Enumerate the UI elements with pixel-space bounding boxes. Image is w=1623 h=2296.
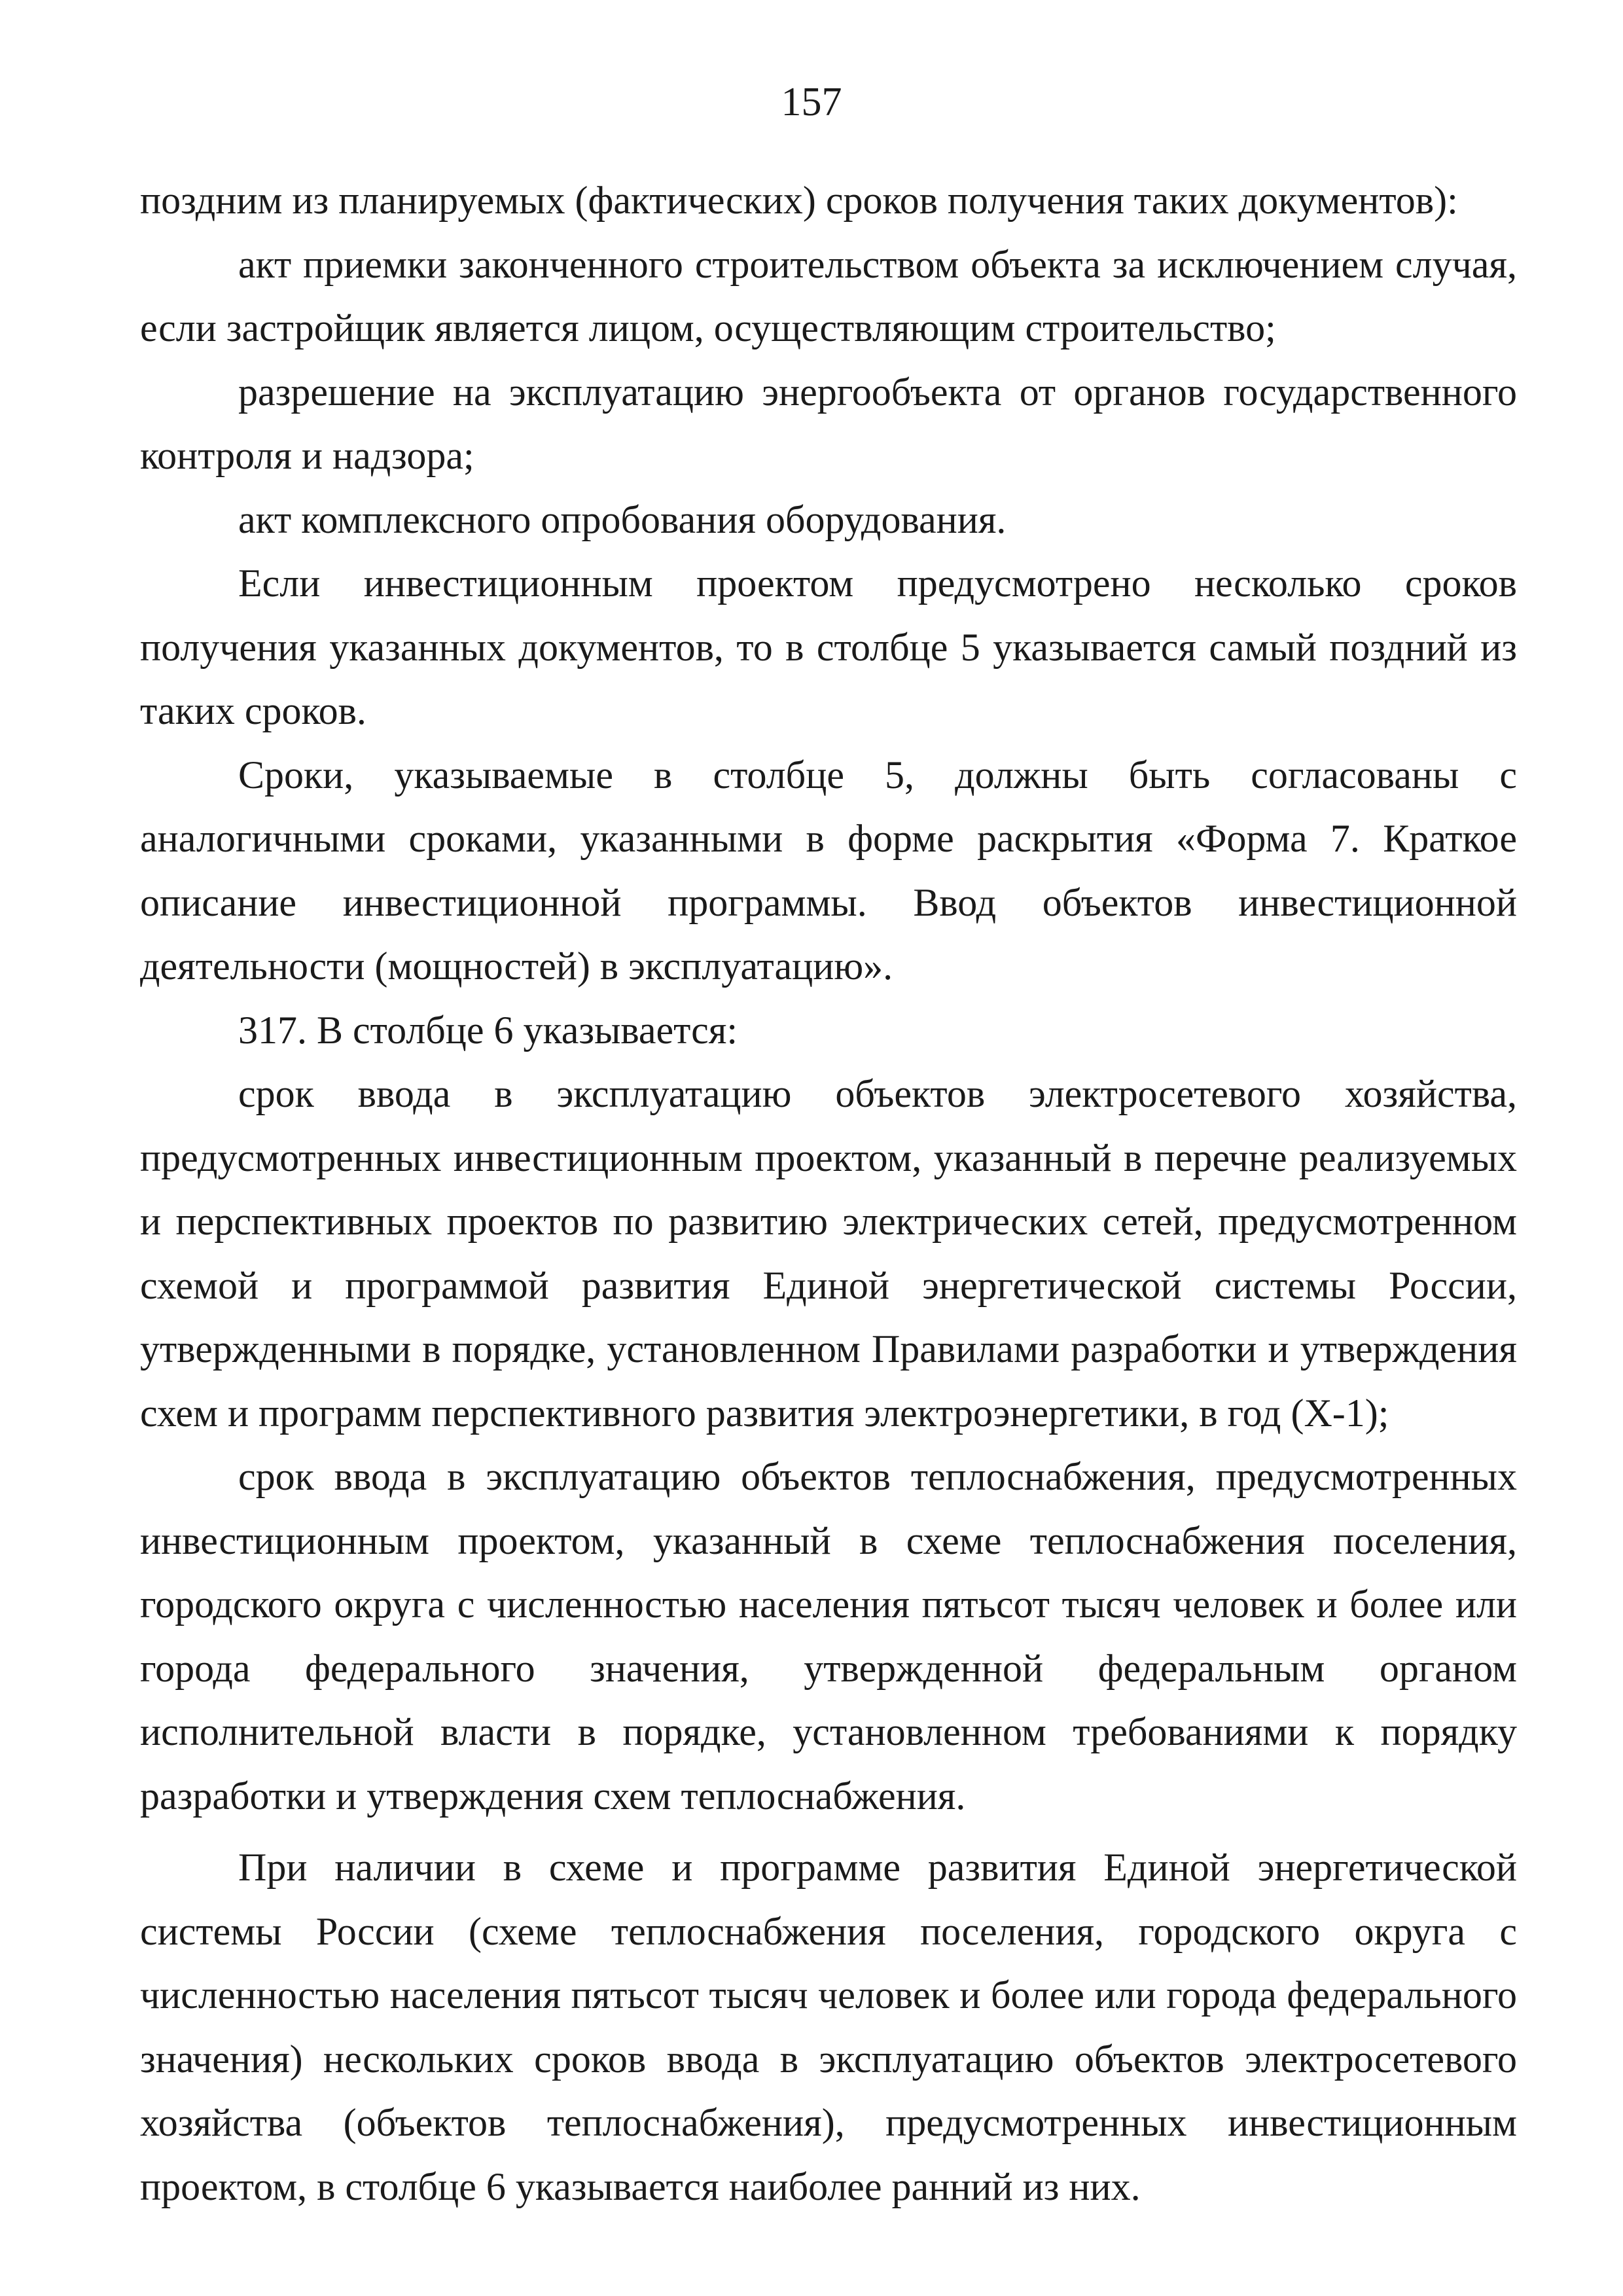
page-number: 157	[781, 80, 842, 124]
paragraph-heat-supply-date: срок ввода в эксплуатацию объектов теплоснабжения, предусмотренных инвестиционным проектом, указанный в схеме теплоснабжения поселения, городского округа с численностью населения пятьсот тысяч человек и более или города федерального значения, утвержденной федеральным органом исполнительной власти в порядке, установленном требованиями к порядку разработки и утверждения схем теплоснабжения.	[140, 1455, 1517, 1818]
paragraph-grid-facilities-date: срок ввода в эксплуатацию объектов электросетевого хозяйства, предусмотренных инвестиционным проектом, указанный в перечне реализуемых и перспективных проектов по развитию электрических сетей, предусмотренном схемой и программой развития Единой энергетической системы России, утвержденными в порядке, установленном Правилами разработки и утверждения схем и программ перспективного развития электроэнергетики, в год (X-1);	[140, 1072, 1517, 1435]
paragraph-clause-317: 317. В столбце 6 указывается:	[238, 1008, 738, 1052]
paragraph-column6-earliest-date: При наличии в схеме и программе развития Единой энергетической системы России (схеме теплоснабжения поселения, городского округа с численностью населения пятьсот тысяч человек и более или города федерального значения) нескольких сроков ввода в эксплуатацию объектов электросетевого хозяйства (объектов теплоснабжения), предусмотренных инвестиционным проектом, в столбце 6 указывается наиболее ранний из них.	[140, 1846, 1517, 2208]
paragraph-operation-permit: разрешение на эксплуатацию энергообъекта от органов государственного контроля и надзора;	[140, 370, 1517, 477]
paragraph-column5-consistency: Сроки, указываемые в столбце 5, должны быть согласованы с аналогичными сроками, указанными в форме раскрытия «Форма 7. Краткое описание инвестиционной программы. Ввод объектов инвестиционной деятельности (мощностей) в эксплуатацию».	[140, 753, 1517, 988]
paragraph-continuation: поздним из планируемых (фактических) сроков получения таких документов):	[140, 179, 1458, 222]
paragraph-acceptance-act: акт приемки законченного строительством объекта за исключением случая, если застройщик является лицом, осуществляющим строительство;	[140, 242, 1517, 350]
paragraph-column5-multiple-dates: Если инвестиционным проектом предусмотрено несколько сроков получения указанных документов, то в столбце 5 указывается самый поздний из таких сроков.	[140, 562, 1517, 732]
document-body	[140, 169, 1517, 2219]
paragraph-testing-act: акт комплексного опробования оборудования.	[238, 497, 1007, 541]
